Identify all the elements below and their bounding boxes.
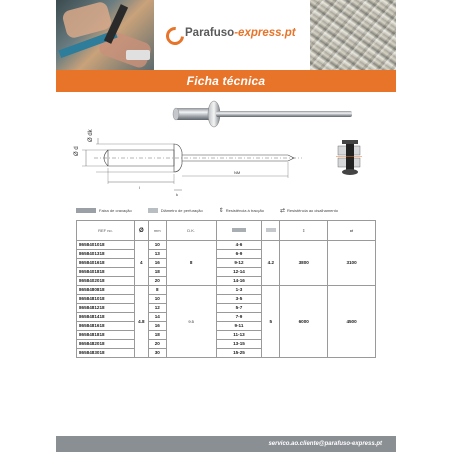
label-dk: Ø dk (88, 129, 94, 142)
label-l: l (139, 185, 140, 190)
group1-diameter: 4 (134, 241, 148, 286)
group1-head-diameter: 8 (166, 241, 216, 286)
table-row: 8658401618 16 9-12 (77, 259, 376, 268)
legend-tensile: ⇕ Resistência à tracção (218, 207, 264, 214)
title-band (56, 70, 396, 92)
table-row: 8658401018 4 10 8 4-6 4.2 3800 3100 (77, 241, 376, 250)
spec-table (76, 220, 376, 358)
workshop-photo (56, 0, 154, 70)
brand-name-main: Parafuso (185, 27, 235, 39)
brand-logo (166, 18, 296, 48)
rivet-technical-drawing (82, 138, 302, 190)
table-row: 8658481818 18 11-13 (77, 331, 376, 340)
grip-range-chip (232, 228, 246, 232)
table-row: 8658482018 20 13-15 (77, 340, 376, 349)
header-tensile (280, 221, 328, 241)
header (56, 0, 396, 70)
shear-arrows-icon: ⇄ (280, 207, 286, 214)
legend-grip-range: Faixa de cravação (76, 208, 132, 213)
group1-tensile: 3800 (280, 241, 328, 286)
label-d: Ø d (74, 146, 80, 156)
group2-diameter: 4.8 (134, 286, 148, 358)
rivet-photo-illustration (173, 101, 352, 127)
header-shear (328, 221, 376, 241)
table-row: 8658480818 4.8 8 9.5 1-3 5 6000 4500 (77, 286, 376, 295)
table-row: 8658402018 20 14-16 (77, 277, 376, 286)
table-row: 8658401818 18 12-14 (77, 268, 376, 277)
footer (56, 436, 396, 452)
legend-shear: ⇄ Resistência ao cisalhamento (280, 207, 338, 214)
screws-photo (310, 0, 396, 70)
table-row: 8658481418 14 7-9 (77, 313, 376, 322)
group1-shear: 3100 (328, 241, 376, 286)
table-header-row (77, 221, 376, 241)
tensile-arrows-icon: ⇕ (218, 207, 224, 214)
table-row: 8658401318 13 6-9 (77, 250, 376, 259)
product-sheet (56, 0, 396, 452)
header-ref: REF no. (77, 221, 135, 241)
drill-diameter-chip (148, 208, 158, 213)
table-row: 8658481618 16 9-11 (77, 322, 376, 331)
grip-range-chip (76, 208, 96, 213)
rivet-diagram (56, 92, 396, 200)
legend-drill-diameter: Diâmetro de perfuração (148, 208, 203, 213)
group2-head-diameter: 9.5 (166, 286, 216, 358)
header-length: mm (148, 221, 166, 241)
installed-rivet-section (336, 140, 362, 175)
brand-name-accent: -express.pt (234, 27, 296, 39)
shear-arrows-icon: ⇄ (349, 227, 354, 233)
table-row: 8658483018 30 15-25 (77, 349, 376, 358)
header-diameter: Ø (134, 221, 148, 241)
group2-drill: 5 (262, 286, 280, 358)
group2-shear: 4500 (328, 286, 376, 358)
label-nm: NM (234, 170, 241, 175)
table-row: 8658481018 10 3-5 (77, 295, 376, 304)
header-grip-range (216, 221, 262, 241)
tensile-arrows-icon: ⇕ (302, 227, 306, 233)
group2-tensile: 6000 (280, 286, 328, 358)
drill-diameter-chip (266, 228, 276, 232)
legend (76, 204, 396, 216)
header-drill (262, 221, 280, 241)
table-row: 8658481218 12 5-7 (77, 304, 376, 313)
footer-email[interactable]: servico.ao.cliente@parafuso-express.pt (268, 441, 382, 447)
header-head-diameter: D.K. (166, 221, 216, 241)
page-title: Ficha técnica (186, 74, 266, 88)
brand-screw-icon (166, 26, 180, 40)
rivet-drawing (56, 92, 396, 200)
group1-drill: 4.2 (262, 241, 280, 286)
label-k: k (176, 192, 178, 197)
